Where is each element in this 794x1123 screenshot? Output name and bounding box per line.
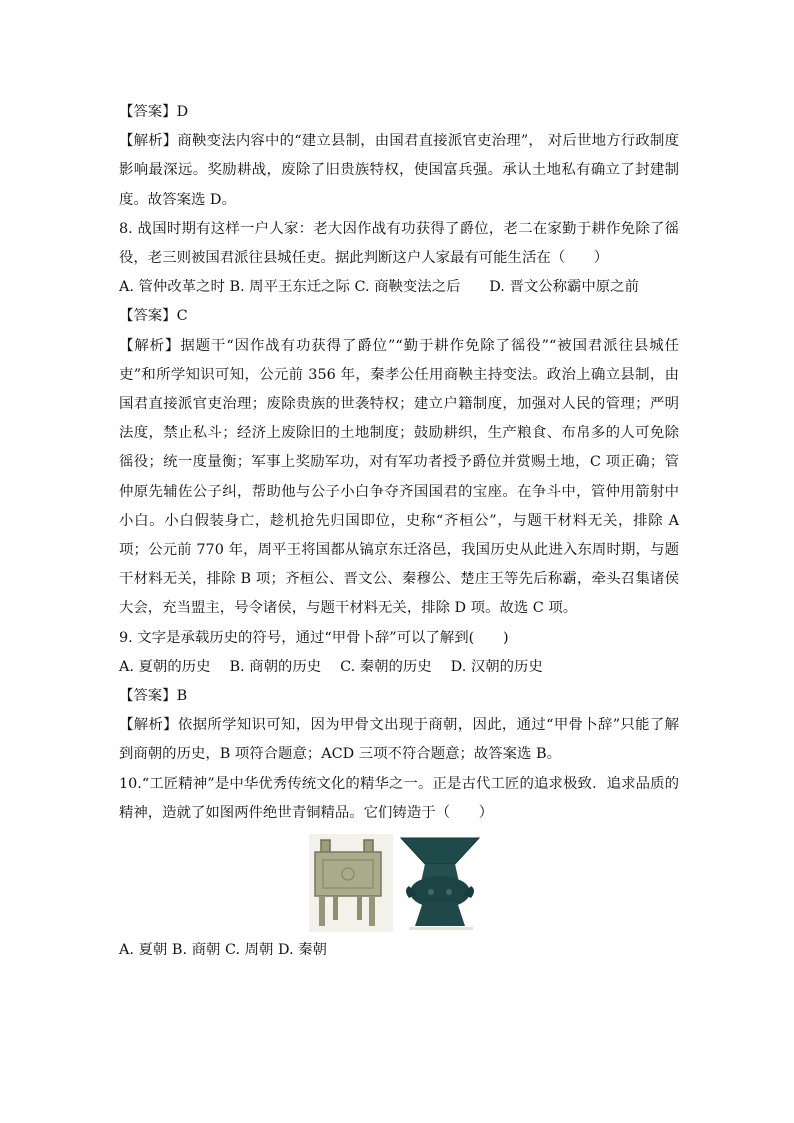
explanation-q9: 【解析】依据所学知识可知，因为甲骨文出现于商朝，因此，通过“甲骨卜辞”只能了解到商朝的历史，B 项符合题意；ACD 三项不符合题意；故答案选 B。 <box>119 717 679 763</box>
question-10: 10.“工匠精神”是中华优秀传统文化的精华之一。正是古代工匠的追求极致．追求品质的精神，造就了如图两件绝世青铜精品。它们铸造于（ ） <box>119 775 679 821</box>
bronze-vessels-image <box>309 834 489 932</box>
document-content <box>119 98 679 965</box>
answer-q8: 【答案】C <box>119 308 188 325</box>
answer-q7: 【答案】D <box>119 104 189 120</box>
question-9: 9. 文字是承载历史的符号，通过“甲骨卜辞”可以了解到( ) <box>119 629 509 646</box>
bronze-zun-icon <box>401 838 479 930</box>
question-9-options: A. 夏朝的历史 B. 商朝的历史 C. 秦朝的历史 D. 汉朝的历史 <box>119 658 543 675</box>
explanation-q7: 【解析】商鞅变法内容中的“建立县制，由国君直接派官吏治理”， 对后世地方行政制度影响最深远。奖励耕战，废除了旧贵族特权，使国富兵强。承认土地私有确立了封建制度。故答案选 D。 <box>119 133 679 208</box>
answer-q9: 【答案】B <box>119 688 188 705</box>
question-8-options: A. 管仲改革之时 B. 周平王东迁之际 C. 商鞅变法之后 D. 晋文公称霸中原之前 <box>119 279 639 296</box>
bronze-vessels-figure <box>119 834 679 932</box>
question-8: 8. 战国时期有这样一户人家：老大因作战有功获得了爵位，老二在家勤于耕作免除了徭役，老三则被国君派往县城任吏。据此判断这户人家最有可能生活在（ ） <box>119 220 679 267</box>
question-10-options: A. 夏朝 B. 商朝 C. 周朝 D. 秦朝 <box>119 942 327 959</box>
bronze-ding-icon <box>309 834 393 932</box>
explanation-q8: 【解析】据题干“因作战有功获得了爵位”“勤于耕作免除了徭役”“被国君派往县城任吏”和所学知识可知，公元前 356 年，秦孝公任用商鞅主持变法。政治上确立县制，由国君直接派官吏治理；废除贵族的世袭特权；建立户籍制度，加强对人民的管理；严明法度，禁止私斗；经济上废除旧的土地制度；鼓励耕织，生产粮食、布帛多的人可免除徭役；统一度量衡；军事上奖励军功，对有军功者授予爵位并赏赐土地，C 项正确；管仲原先辅佐公子纠，帮助他与公子小白争夺齐国国君的宝座。在争斗中，管仲用箭射中小白。小白假装身亡，趁机抢先归国即位，史称“齐桓公”，与题干材料无关，排除 A 项；公元前 770 年，周平王将国都从镐京东迁洛邑，我国历史从此进入东周时期，与题干材料无关，排除 B 项；齐桓公、晋文公、秦穆公、楚庄王等先后称霸，牵头召集诸侯大会，充当盟主，号令诸侯，与题干材料无关，排除 D 项。故选 C 项。 <box>119 337 679 617</box>
